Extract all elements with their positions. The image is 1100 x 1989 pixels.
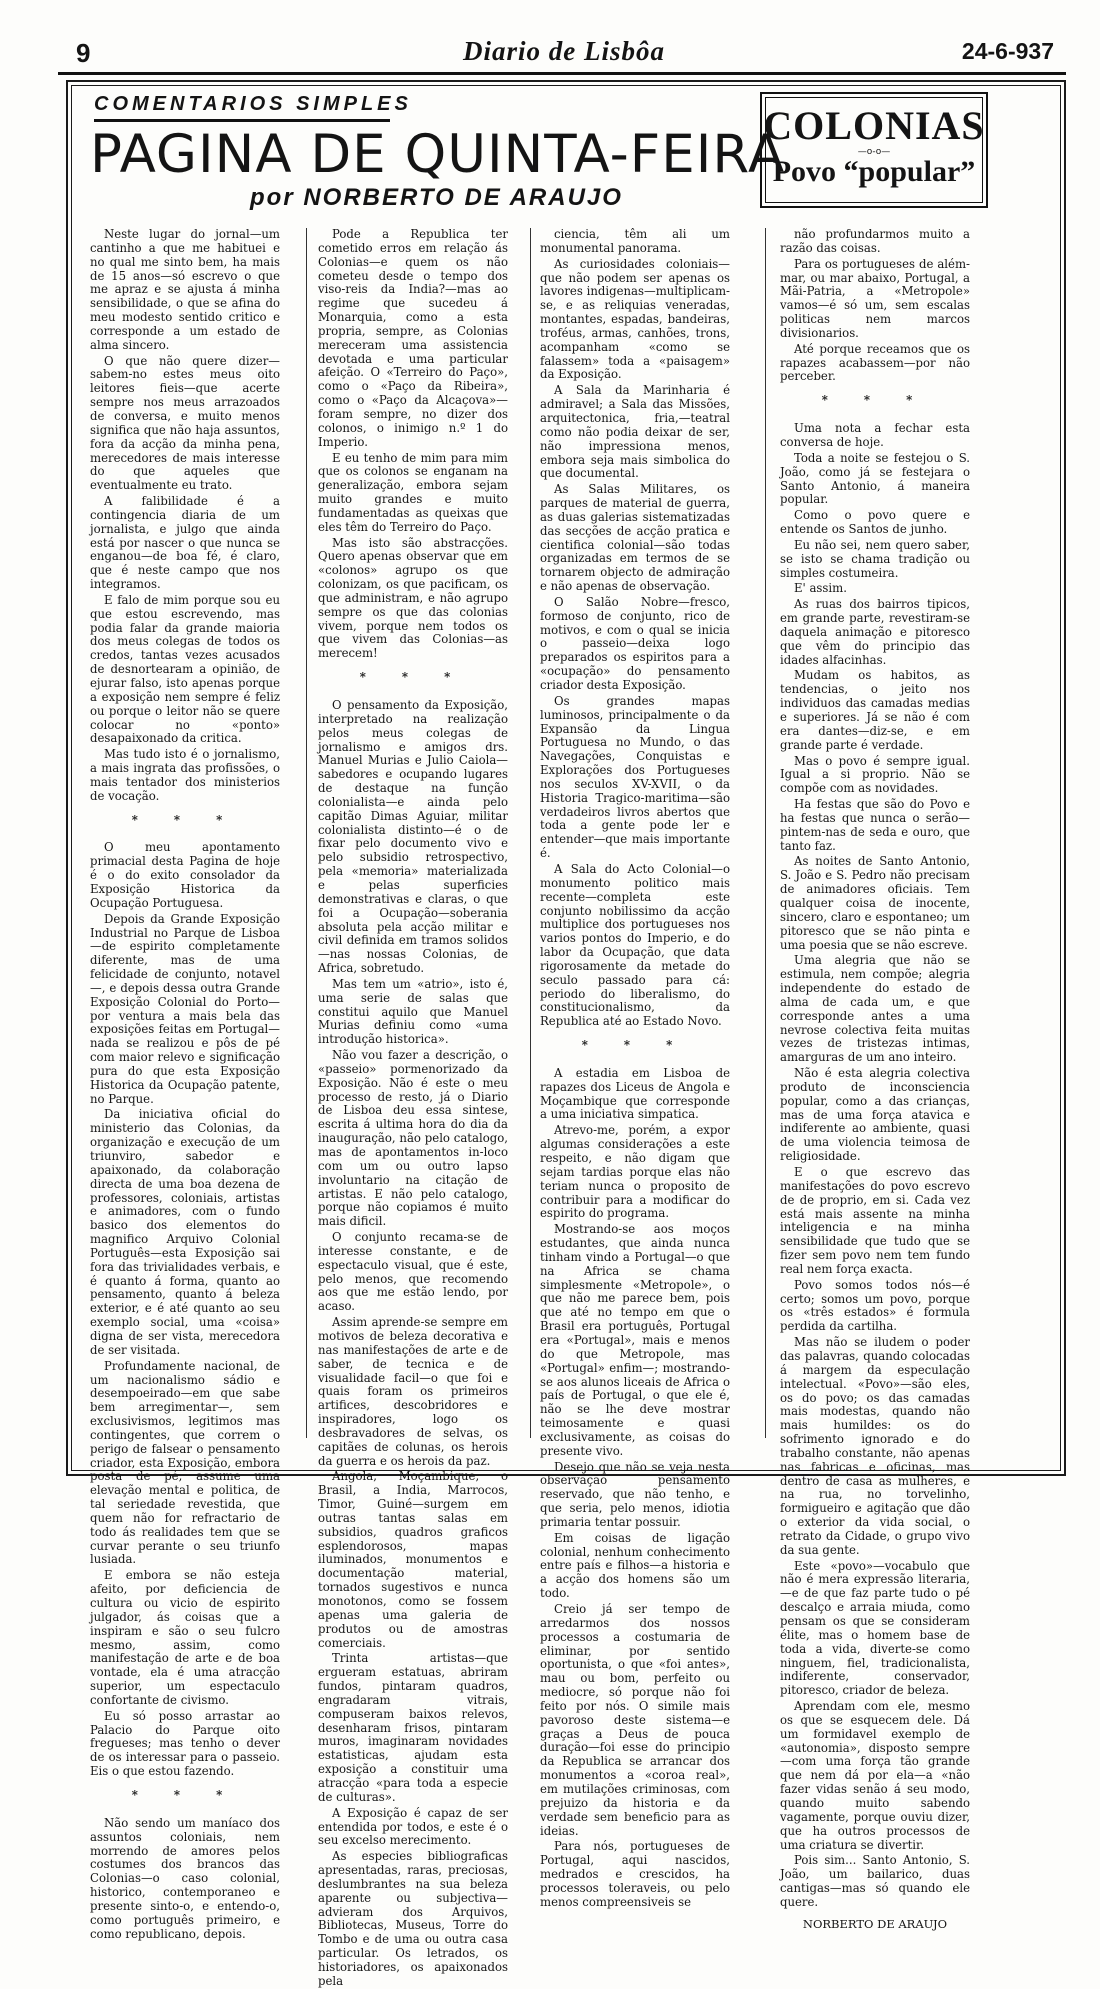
paragraph: Mostrando-se aos moços estudantes, que ainda nunca tinham vindo a Portugal—o que na Africa se chama simplesmente «Metropole», o que não me parece bem, pois que até no tempo em que o Brasil era português, Portugal era «Portugal», mais e menos do que Metropole, mas «Portugal» enfim—; mostrando-se aos alunos liceais de Africa o país de Portugal, o que ele é, não se lhe deve mostrar teimosamente e quasi exclusivamente, as coisas do presente vivo. [540,1222,730,1458]
paragraph: O que não quere dizer—sabem-no estes meus oito leitores fieis—que acerte sempre nos meus arrazoados de conversa, e muito menos significa que não haja assuntos, fora da acção da minha pena, merecedores de mais interesse do que aqueles que eventualmente eu trato. [90,353,280,493]
masthead: Diario de Lisbôa [463,36,665,66]
paragraph: Povo somos todos nós—é certo; somos um povo, porque os «três estados» é formula perdida da cartilha. [780,1277,970,1334]
issue-date: 24-6-937 [961,38,1054,64]
paragraph: Até porque receamos que os rapazes acabassem—por não perceber. [780,341,970,384]
paragraph: Mudam os habitos, as tendencias, o jeito nos individuos das camadas medias e superiores. Já se não é com era dantes—diz-se, e em grande parte é verdade. [780,668,970,752]
paragraph: O Salão Nobre—fresco, formoso de conjunto, rico de motivos, e com o qual se inicia o passeio—deixa logo preparados os espiritos para a «ocupação» do pensamento criador desta Exposição. [540,594,730,692]
paragraph: Mas tem um «atrio», isto é, uma serie de salas que constitui aquilo que Manuel Murias definiu como «uma introdução historica». [318,976,508,1047]
page-number: 9 [76,38,91,68]
paragraph: Não é esta alegria colectiva produto de inconsciencia popular, como a das crianças, mas de uma força atavica e indiferente ao ambiente, quasi de uma violencia teimosa de religiosidade. [780,1066,970,1164]
section-separator: * * * [821,393,929,408]
paragraph: Creio já ser tempo de arredarmos dos nossos processos a costumaria de eliminar, por sentido oportunista, o que «foi antes», mau ou bom, perfeito ou mediocre, só porque não foi feito por nós. O simile mais pavoroso deste sistema—e graças a Deus de pouca duração—foi esse do principio da Republica se arrancar dos monumentos a «coroa real», em mutilações criminosas, com prejuizo da historia e da verdade sem beneficio para as ideias. [540,1602,730,1838]
paragraph: Toda a noite se festejou o S. João, como já se festejara o Santo Antonio, á maneira popular. [780,450,970,507]
paragraph: O meu apontamento primacial desta Pagina de hoje é o do exito consolador da Exposição Historica da Ocupação Portuguesa. [90,840,280,910]
paragraph: não profundarmos muito a razão das coisas. [780,227,970,255]
paragraph: Mas o povo é sempre igual. Igual a si proprio. Não se compõe com as novidades. [780,753,970,796]
paragraph: Aprendam com ele, mesmo os que se esquecem dele. Dá um formidavel exemplo de «autonomia», disposto sempre—com uma força tão grande que nem dá por ela—a «não fazer vidas senão á seu modo, quando muito sabendo vagamente, porque ouviu dizer, que ha outros processos de uma criatura se divertir. [780,1699,970,1852]
paragraph: A estadia em Lisboa de rapazes dos Liceus de Angola e Moçambique que corresponde a uma iniciativa simpatica. [540,1065,730,1122]
paragraph: Uma alegria que não se estimula, nem compõe; alegria independente do estado de alma de cada um, e que corresponde antes a uma nevrose colectiva feita muitas vezes de tristezas intimas, amarguras de um ano inteiro. [780,953,970,1065]
paragraph: A falibilidade é a contingencia diaria de um jornalista, e julgo que ainda está por nascer o que nunca se enganou—de boa fé, é claro, que é neste campo que nos integramos. [90,494,280,592]
paragraph: Mas não se iludem o poder das palavras, quando colocadas á margem da especulação intelectual. «Povo»—são eles, os do povo; os das camadas mais modestas, quando não mais humildes: os do sofrimento ignorado e do trabalho constante, não apenas nas fabricas e oficinas, mas dentro de casa as mulheres, e na rua, no torvelinho, formigueiro e agitação que dão o exterior da vida social, o retrato da Cidade, o grupo vivo da sua gente. [780,1335,970,1557]
paragraph: Desejo que não se veja nesta observação pensamento reservado, que não tenho, e que seria, pelo menos, idiotia primaria tentar possuir. [540,1459,730,1529]
page-header [64,34,1064,74]
paragraph: O conjunto recama-se de interesse constante, e de espectaculo visual, que é este, pelo menos, que recomendo aos que me estão lendo, por acaso. [318,1230,508,1314]
paragraph: Atrevo-me, porém, a expor algumas considerações a este respeito, e não digam que sejam tardias porque elas não teriam nunca o proposito de contribuir para a modificar do espirito do programa. [540,1123,730,1221]
section-rule [94,119,390,122]
paragraph: A Sala do Acto Colonial—o monumento politico mais recente—completa este conjunto nobilissimo da acção multiplice dos portugueses nos varios pontos do Imperio, e do labor da Ocupação, que data rigorosamente da metade do seculo passado para cá: periodo do liberalismo, do constitucionalismo, da Republica até ao Estado Novo. [540,861,730,1029]
paragraph: O pensamento da Exposição, interpretado na realização pelos meus colegas de jornalismo e amigos drs. Manuel Murias e Julio Caiola— sabedores e ocupando lugares de destaque na função colonialista—e ainda pelo capitão Dimas Aguiar, militar colonialista distinto—é o de fixar pelo documento vivo e pelo subsidio retrospectivo, pela «memoria» materializada e pelas superficies demonstrativas e claras, o que foi a Ocupação—soberania absoluta pela acção militar e civil definida em tramos solidos—nas nossas Colonias, de Africa, sobretudo. [318,698,508,976]
paragraph: Ha festas que são do Povo e ha festas que nunca o serão—pintem-nas de seda e ouro, que tanto faz. [780,797,970,853]
section-separator: * * * [359,670,467,685]
paragraph: Angola, Moçambique, o Brasil, a India, Marrocos, Timor, Guiné—surgem em outras tantas salas em subsidios, quadros graficos esplendorosos, mapas iluminados, monumentos e documentação material, tornados sugestivos e nunca monotonos, como se fossem apenas uma galeria de produtos ou de amostras comerciais. [318,1469,508,1650]
text-column-3 [540,227,730,1909]
text-column-4 [780,227,970,1931]
paragraph: Mas isto são abstracções. Quero apenas observar que em «colonos» agrupo os que colonizam, os que pacificam, os que administram, e não agrupo sempre os que das colonias vivem, porque nem todos os que vivem das Colonias—as merecem! [318,535,508,661]
paragraph: A Sala da Marinharia é admiravel; a Sala das Missões, arquitectonica, fria,—teatral como não podia deixar de ser, não impressiona menos, embora seja mais simbolica do que documental. [540,383,730,481]
paragraph: Em coisas de ligação colonial, nenhum conhecimento entre país e filhos—a historia e a acção dos homens são um todo. [540,1530,730,1601]
paragraph: Os grandes mapas luminosos, principalmente o da Expansão da Lingua Portuguesa no Mundo, o das Navegações, Conquistas e Explorações dos Portugueses nos seculos XV-XVII, o da Historia Tragico-maritima—são verdadeiros livros abertos que toda a gente pode ler e entender—que mais importante é. [540,693,730,861]
paragraph: Não sendo um maníaco dos assuntos coloniais, nem morrendo de amores pelos costumes dos brancos das Colonias—o caso colonial, historico, contemporaneo e presente sinto-o, e entendo-o, como português primeiro, e como republicano, depois. [90,1815,280,1941]
paragraph: As noites de Santo Antonio, S. João e S. Pedro não precisam de animadores oficiais. Tem qualquer coisa de inocente, sincero, claro e espontaneo; um pitoresco que se não pinta e uma poesia que se não escreve. [780,854,970,952]
paragraph: Mas tudo isto é o jornalismo, a mais ingrata das profissões, o mais tentador dos ministerios de vocação. [90,747,280,803]
paragraph: As especies bibliograficas apresentadas, raras, preciosas, deslumbrantes na sua beleza aparente ou subjectiva—advieram dos Arquivos, Bibliotecas, Museus, Torre do Tombo e de uma ou outra casa particular. Os letrados, os historiadores, os apaixonados pela [318,1849,508,1988]
paragraph: As Salas Militares, os parques de material de guerra, as duas galerias sistematizadas das secções de acção pratica e cientifica colonial—são todas organizadas em termos de se tornarem objecto de admiração e não apenas de observação. [540,482,730,594]
paragraph: Assim aprende-se sempre em motivos de beleza decorativa e nas manifestações de arte e de saber, de tecnica e de visualidade facil—o que foi e quais foram os primeiros artifices, descobridores e inspiradores, logo os desbravadores de selvas, os capitães de colunas, os herois da guerra e os herois da paz. [318,1315,508,1468]
colonias-box [760,92,988,208]
paragraph: Para nós, portugueses de Portugal, aqui nascidos, medrados e crescidos, ha processos toleraveis, ou pelo menos compreensiveis se [540,1839,730,1909]
box-subtitle: Povo “popular” [772,155,976,188]
paragraph: Pois sim... Santo Antonio, S. João, um bailarico, duas cantigas—mas só quando ele quere. [780,1853,970,1909]
paragraph: Não vou fazer a descrição, o «passeio» pormenorizado da Exposição. Não é este o meu processo de resto, já o Diario de Lisboa deu essa sintese, escrita á ultima hora do dia da inauguração, não pelo catalogo, mas de apontamentos in-loco com um ou outro lapso involuntario na citação de artistas. E não pelo catalogo, porque não copiamos é muito mais dificil. [318,1048,508,1229]
paragraph: E embora se não esteja afeito, por deficiencia de cultura ou vicio de espirito julgador, ás coisas que a inspiram e são o seu fulcro mesmo, assim, como manifestação de arte e de boa vontade, ela é uma atracção superior, um espectaculo confortante de civismo. [90,1568,280,1707]
paragraph: Neste lugar do jornal—um cantinho a que me habituei e no qual me sinto bem, ha mais de 15 anos—só escrevo o que me apraz e se ajusta á minha sensibilidade, o que se afina do meu modesto sentido critico e corresponde a um estado de alma sincero. [90,227,280,352]
section-separator: * * * [581,1038,689,1053]
paragraph: Pode a Republica ter cometido erros em relação ás Colonias—e quem os não cometeu desde o tempo dos viso-reis da India?—mas ao regime que sucedeu á Monarquia, como a esta propria, sempre, as Colonias mereceram uma assistencia devotada e uma particular afeição. O «Terreiro do Paço», como o «Paço da Ribeira», como o «Paço da Alcaçova»—foram sempre, no dizer dos colonos, o inimigo n.º 1 do Imperio. [318,227,508,449]
paragraph: Depois da Grande Exposição Industrial no Parque de Lisboa—de espirito completamente diferente, mas de uma felicidade de conjunto, notavel—, e depois dessa outra Grande Exposição Colonial do Porto—por ventura a mais bela das exposições feitas em Portugal—nada se realizou e pôs de pé com maior relevo e significação pura do que esta Exposição Historica da Ocupação patente, no Parque. [90,911,280,1106]
column-rule [765,228,766,1438]
paragraph: Trinta artistas—que ergueram estatuas, abriram fundos, pintaram quadros, engradaram vitrais, compuseram baixos relevos, desenharam frisos, pintaram muros, imaginaram novidades estatisticas, ajudam esta exposição a constituir uma atracção «para toda a especie de culturas». [318,1651,508,1804]
paragraph: As curiosidades coloniais—que não podem ser apenas os lavores indigenas—multiplicam-se, e as reliquias veneradas, montantes, espadas, bandeiras, troféus, armas, canhões, trons, acompanham «como se falassem» toda a «paisagem» da Exposição. [540,256,730,382]
author-signature: NORBERTO DE ARAUJO [802,1916,948,1931]
paragraph: E o que escrevo das manifestações do povo escrevo de de proprio, em si. Cada vez está mais assente na minha inteligencia e na minha sensibilidade que tudo que se fizer sem povo nem tem fundo real nem força exacta. [780,1165,970,1276]
header-rule [58,72,1066,75]
box-title: COLONIAS [763,103,985,148]
paragraph: A Exposição é capaz de ser entendida por todos, e este é o seu excelso merecimento. [318,1805,508,1848]
text-column-1 [90,227,280,1941]
paragraph: ciencia, têm ali um monumental panorama. [540,227,730,255]
article-title: PAGINA DE QUINTA-FEIRA [90,124,786,185]
article-byline: por NORBERTO DE ARAUJO [250,184,623,211]
paragraph: Eu só posso arrastar ao Palacio do Parque oito fregueses; mas tenho o dever de os interessar para o passeio. Eis o que estou fazendo. [90,1708,280,1779]
paragraph: E falo de mim porque sou eu que estou escrevendo, mas podia falar da grande maioria dos meus colegas de todos os credos, tantas vezes acusados de desnortearam a opinião, de ejurar falso, isto apenas porque a exposição nem sempre é feliz ou porque o leitor não se quere colocar no «ponto» desapaixonado da critica. [90,592,280,746]
paragraph: Profundamente nacional, de um nacionalismo sádio e desempoeirado—em que sabe bem arregimentar—, sem exclusivismos, legitimos mas contingentes, que correm o perigo de falsear o pensamento criador, esta Exposição, embora posta de pé, assume uma elevação mental e politica, de tal seriedade revestida, que quem não for refractario de todo ás realidades tem que se curvar perante o seu triunfo lusiada. [90,1358,280,1567]
text-column-2 [318,227,508,1988]
paragraph: Como o povo quere e entende os Santos de junho. [780,508,970,537]
section-separator: * * * [131,812,239,827]
paragraph: E' assim. [794,581,847,596]
section-separator: * * * [131,1787,239,1802]
paragraph: Eu não sei, nem quero saber, se isto se chama tradição ou simples costumeira. [780,537,970,580]
paragraph: E eu tenho de mim para mim que os colonos se enganam na generalização, embora sejam muito grandes e muito fundamentadas as queixas que eles têm do Terreiro do Paço. [318,450,508,534]
column-rule [530,228,531,1438]
section-label: COMENTARIOS SIMPLES [94,93,412,115]
paragraph: Este «povo»—vocabulo que não é mera expressão literaria,—e de que faz parte tudo o pé descalço e arraia miuda, como pensam os que se consideram élite, mas o homem base de toda a vida, diverte-se como ninguem, fiel, tradicionalista, indiferente, conservador, pitoresco, criador de beleza. [780,1558,970,1698]
box-ornament: —o-o— [857,147,891,157]
paragraph: Da iniciativa oficial do ministerio das Colonias, da organização e execução de um triunviro, sabedor e apaixonado, da colaboração directa de uma boa dezena de professores, coloniais, artistas e animadores, com o fundo basico dos elementos do magnifico Arquivo Colonial Português—esta Exposição sai fora das trivialidades verbais, e é quanto á forma, quanto ao pensamento, quanto á beleza exterior, e é até quanto ao seu exemplo social, uma «coisa» digna de ser vista, merecedora de ser visitada. [90,1107,280,1357]
paragraph: Uma nota a fechar esta conversa de hoje. [780,421,970,449]
paragraph: Para os portugueses de além-mar, ou mar abaixo, Portugal, a Mãi-Patria, a «Metropole» vamos—é só um, sem escalas politicas nem marcos divisionarios. [780,256,970,340]
paragraph: As ruas dos bairros tipicos, em grande parte, revestiram-se daquela animação e pitoresco que vêm do principio das idades alfacinhas. [780,597,970,667]
column-rule [306,228,307,1438]
